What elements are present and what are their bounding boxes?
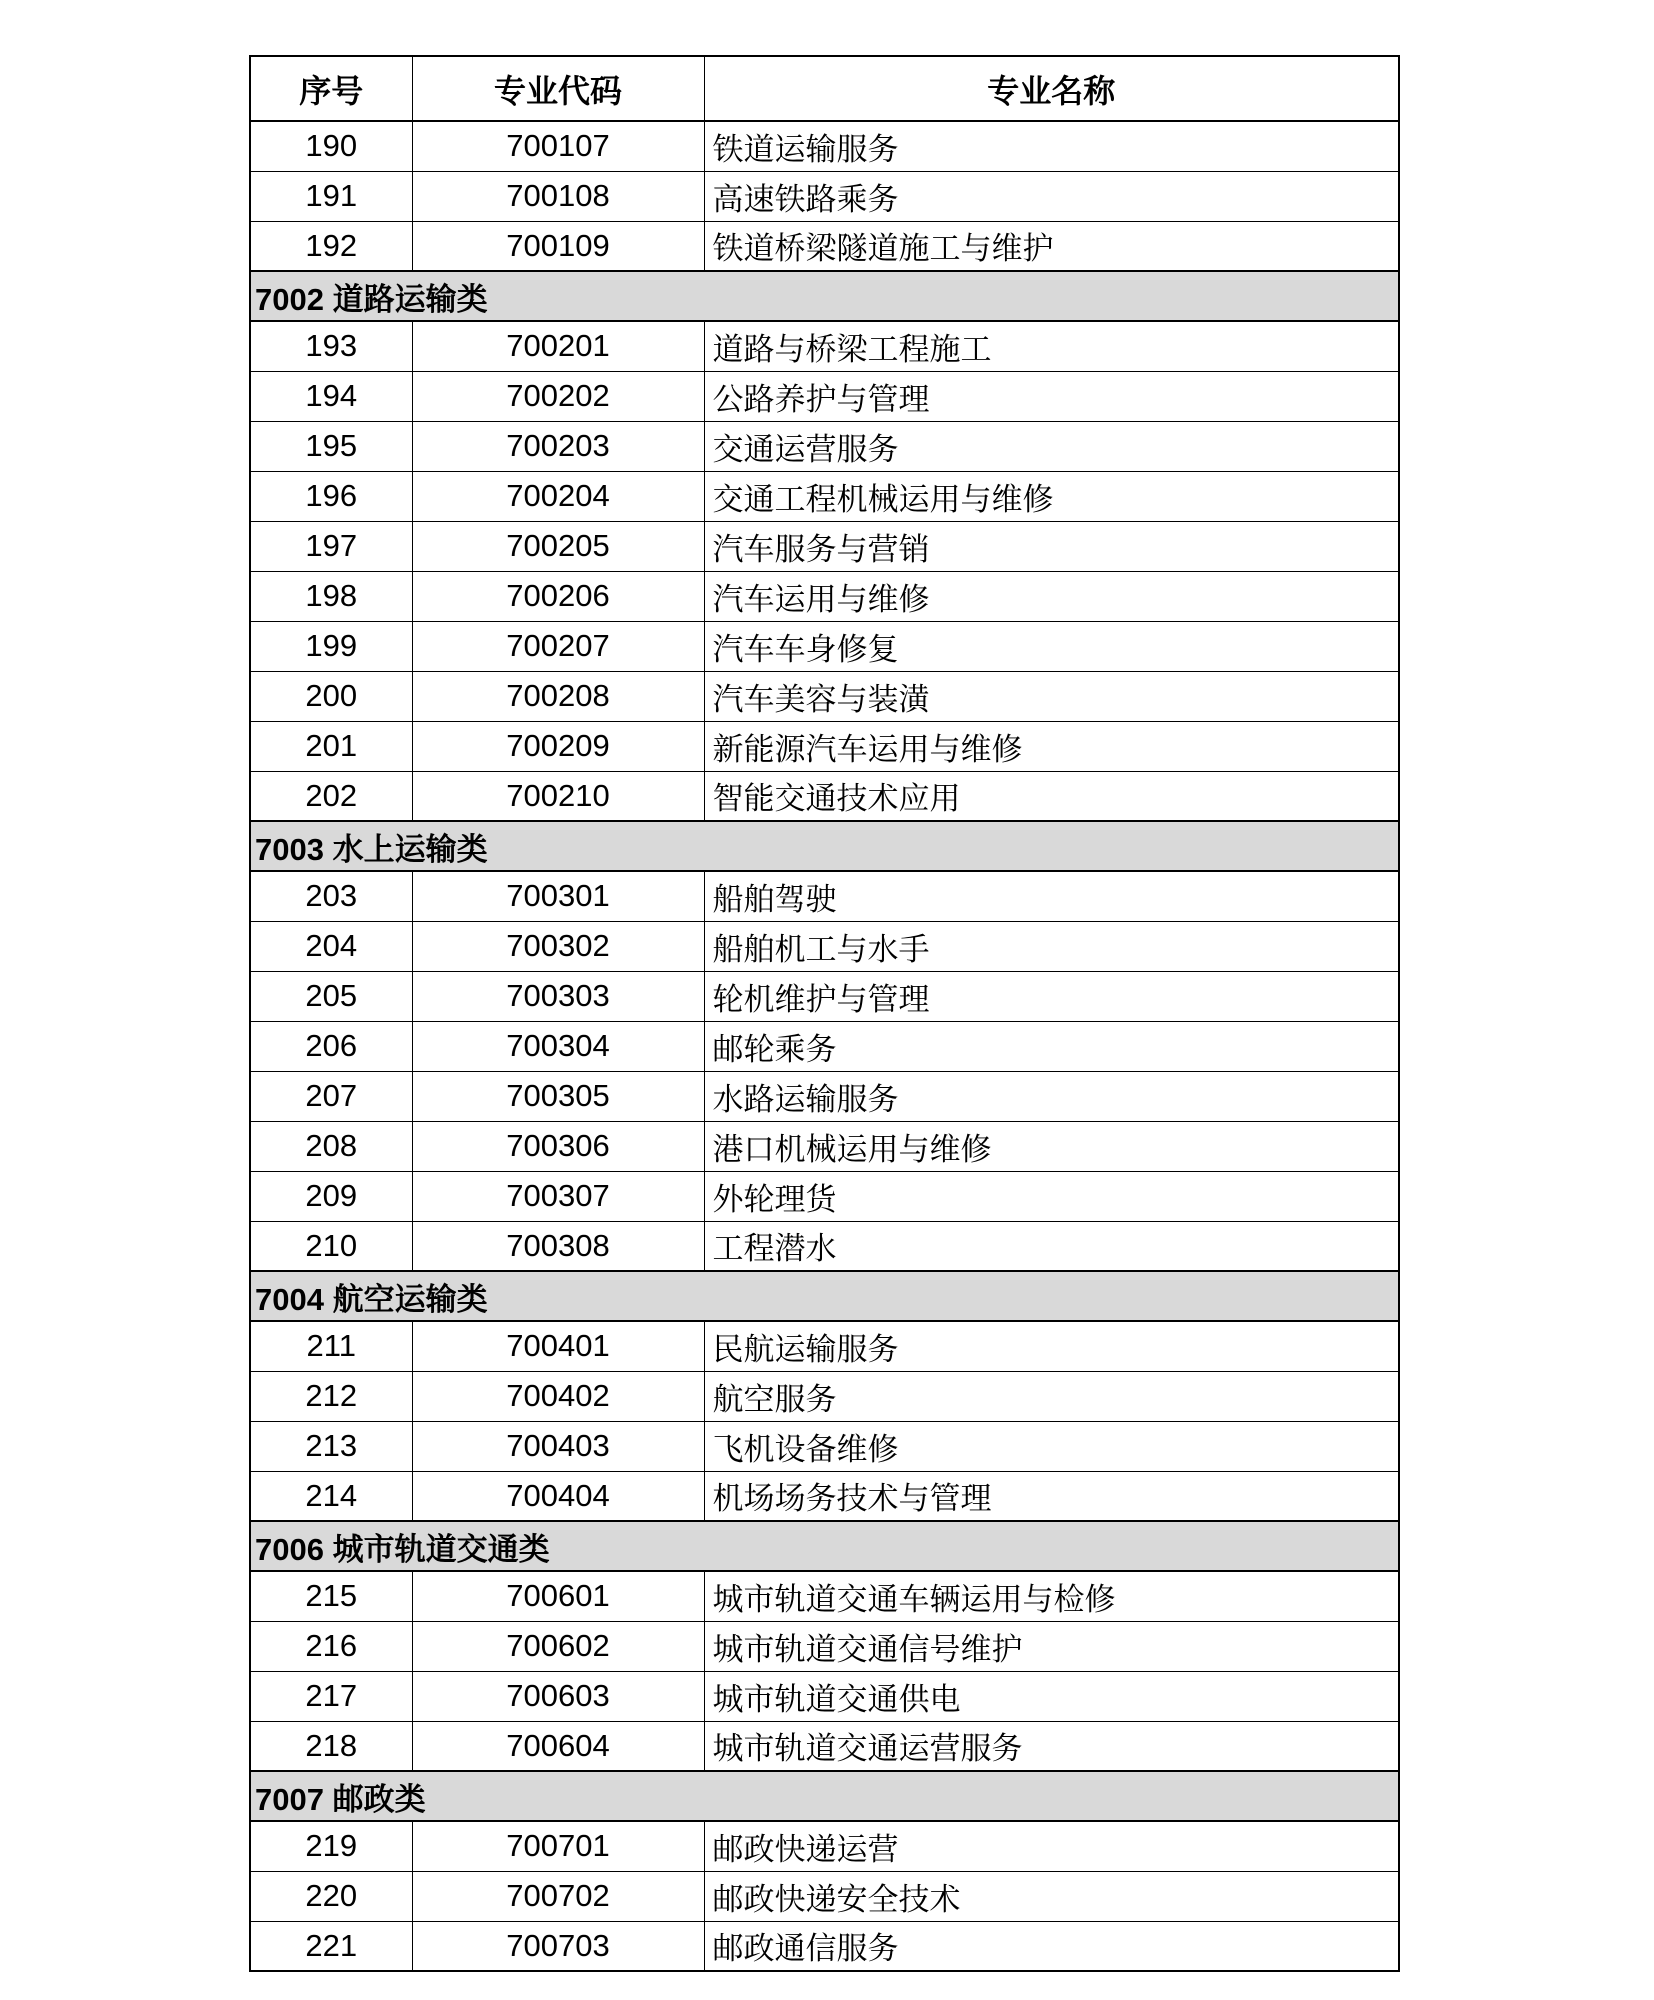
code-cell: 700210 <box>412 771 704 821</box>
name-cell: 工程潜水 <box>704 1221 1399 1271</box>
table-row <box>250 721 1399 771</box>
name-cell: 飞机设备维修 <box>704 1421 1399 1471</box>
name-cell: 智能交通技术应用 <box>704 771 1399 821</box>
code-cell: 700207 <box>412 621 704 671</box>
table-row <box>250 971 1399 1021</box>
serial-cell: 214 <box>250 1471 412 1521</box>
table-row <box>250 1721 1399 1771</box>
code-cell: 700204 <box>412 471 704 521</box>
table-row <box>250 471 1399 521</box>
code-cell: 700303 <box>412 971 704 1021</box>
serial-cell: 199 <box>250 621 412 671</box>
serial-cell: 210 <box>250 1221 412 1271</box>
serial-cell: 219 <box>250 1821 412 1871</box>
majors-table <box>249 55 1400 1972</box>
table-row <box>250 771 1399 821</box>
name-cell: 港口机械运用与维修 <box>704 1121 1399 1171</box>
section-row <box>250 821 1399 871</box>
table-row <box>250 171 1399 221</box>
code-cell: 700202 <box>412 371 704 421</box>
name-cell: 铁道桥梁隧道施工与维护 <box>704 221 1399 271</box>
table-row <box>250 571 1399 621</box>
section-row <box>250 1521 1399 1571</box>
table-header <box>250 56 1399 121</box>
name-cell: 新能源汽车运用与维修 <box>704 721 1399 771</box>
serial-cell: 192 <box>250 221 412 271</box>
table-row <box>250 1371 1399 1421</box>
section-row <box>250 1771 1399 1821</box>
code-cell: 700206 <box>412 571 704 621</box>
serial-cell: 194 <box>250 371 412 421</box>
code-cell: 700203 <box>412 421 704 471</box>
section-label: 7004 航空运输类 <box>250 1271 1399 1321</box>
table-row <box>250 221 1399 271</box>
code-cell: 700701 <box>412 1821 704 1871</box>
name-cell: 铁道运输服务 <box>704 121 1399 171</box>
code-cell: 700603 <box>412 1671 704 1721</box>
code-cell: 700208 <box>412 671 704 721</box>
name-cell: 航空服务 <box>704 1371 1399 1421</box>
section-row <box>250 1271 1399 1321</box>
header-row <box>250 56 1399 121</box>
name-cell: 邮政通信服务 <box>704 1921 1399 1971</box>
column-header-code: 专业代码 <box>412 56 704 121</box>
table-row <box>250 1171 1399 1221</box>
code-cell: 700402 <box>412 1371 704 1421</box>
name-cell: 外轮理货 <box>704 1171 1399 1221</box>
table-row <box>250 1221 1399 1271</box>
table-row <box>250 521 1399 571</box>
table-row <box>250 1121 1399 1171</box>
name-cell: 轮机维护与管理 <box>704 971 1399 1021</box>
name-cell: 水路运输服务 <box>704 1071 1399 1121</box>
code-cell: 700403 <box>412 1421 704 1471</box>
serial-cell: 206 <box>250 1021 412 1071</box>
serial-cell: 193 <box>250 321 412 371</box>
name-cell: 城市轨道交通运营服务 <box>704 1721 1399 1771</box>
serial-cell: 220 <box>250 1871 412 1921</box>
section-label: 7007 邮政类 <box>250 1771 1399 1821</box>
name-cell: 邮轮乘务 <box>704 1021 1399 1071</box>
name-cell: 公路养护与管理 <box>704 371 1399 421</box>
code-cell: 700401 <box>412 1321 704 1371</box>
table-row <box>250 421 1399 471</box>
code-cell: 700201 <box>412 321 704 371</box>
serial-cell: 218 <box>250 1721 412 1771</box>
serial-cell: 195 <box>250 421 412 471</box>
table-row <box>250 1471 1399 1521</box>
table-row <box>250 1071 1399 1121</box>
table-row <box>250 1421 1399 1471</box>
name-cell: 汽车车身修复 <box>704 621 1399 671</box>
name-cell: 城市轨道交通供电 <box>704 1671 1399 1721</box>
table-row <box>250 121 1399 171</box>
name-cell: 城市轨道交通车辆运用与检修 <box>704 1571 1399 1621</box>
name-cell: 机场场务技术与管理 <box>704 1471 1399 1521</box>
section-label: 7006 城市轨道交通类 <box>250 1521 1399 1571</box>
code-cell: 700108 <box>412 171 704 221</box>
serial-cell: 203 <box>250 871 412 921</box>
serial-cell: 211 <box>250 1321 412 1371</box>
serial-cell: 207 <box>250 1071 412 1121</box>
code-cell: 700308 <box>412 1221 704 1271</box>
table-row <box>250 1621 1399 1671</box>
code-cell: 700601 <box>412 1571 704 1621</box>
serial-cell: 205 <box>250 971 412 1021</box>
name-cell: 汽车服务与营销 <box>704 521 1399 571</box>
serial-cell: 190 <box>250 121 412 171</box>
code-cell: 700302 <box>412 921 704 971</box>
name-cell: 城市轨道交通信号维护 <box>704 1621 1399 1671</box>
name-cell: 交通运营服务 <box>704 421 1399 471</box>
table-row <box>250 1321 1399 1371</box>
serial-cell: 213 <box>250 1421 412 1471</box>
code-cell: 700703 <box>412 1921 704 1971</box>
table-body <box>250 121 1399 1971</box>
name-cell: 邮政快递安全技术 <box>704 1871 1399 1921</box>
serial-cell: 216 <box>250 1621 412 1671</box>
table-row <box>250 1671 1399 1721</box>
serial-cell: 209 <box>250 1171 412 1221</box>
serial-cell: 204 <box>250 921 412 971</box>
code-cell: 700305 <box>412 1071 704 1121</box>
serial-cell: 201 <box>250 721 412 771</box>
table-row <box>250 321 1399 371</box>
serial-cell: 198 <box>250 571 412 621</box>
code-cell: 700307 <box>412 1171 704 1221</box>
table-row <box>250 621 1399 671</box>
code-cell: 700604 <box>412 1721 704 1771</box>
code-cell: 700109 <box>412 221 704 271</box>
table-row <box>250 1821 1399 1871</box>
table-row <box>250 1021 1399 1071</box>
table-row <box>250 871 1399 921</box>
serial-cell: 217 <box>250 1671 412 1721</box>
name-cell: 船舶机工与水手 <box>704 921 1399 971</box>
majors-table-container <box>249 55 1400 1972</box>
serial-cell: 202 <box>250 771 412 821</box>
name-cell: 高速铁路乘务 <box>704 171 1399 221</box>
name-cell: 船舶驾驶 <box>704 871 1399 921</box>
code-cell: 700107 <box>412 121 704 171</box>
section-label: 7002 道路运输类 <box>250 271 1399 321</box>
serial-cell: 197 <box>250 521 412 571</box>
table-row <box>250 1871 1399 1921</box>
name-cell: 民航运输服务 <box>704 1321 1399 1371</box>
table-row <box>250 671 1399 721</box>
code-cell: 700702 <box>412 1871 704 1921</box>
code-cell: 700304 <box>412 1021 704 1071</box>
name-cell: 汽车美容与装潢 <box>704 671 1399 721</box>
name-cell: 交通工程机械运用与维修 <box>704 471 1399 521</box>
serial-cell: 200 <box>250 671 412 721</box>
serial-cell: 212 <box>250 1371 412 1421</box>
table-row <box>250 921 1399 971</box>
section-label: 7003 水上运输类 <box>250 821 1399 871</box>
table-row <box>250 1921 1399 1971</box>
table-row <box>250 1571 1399 1621</box>
code-cell: 700301 <box>412 871 704 921</box>
code-cell: 700602 <box>412 1621 704 1671</box>
serial-cell: 191 <box>250 171 412 221</box>
serial-cell: 221 <box>250 1921 412 1971</box>
code-cell: 700205 <box>412 521 704 571</box>
name-cell: 汽车运用与维修 <box>704 571 1399 621</box>
serial-cell: 215 <box>250 1571 412 1621</box>
column-header-serial: 序号 <box>250 56 412 121</box>
section-row <box>250 271 1399 321</box>
serial-cell: 196 <box>250 471 412 521</box>
table-row <box>250 371 1399 421</box>
code-cell: 700209 <box>412 721 704 771</box>
code-cell: 700306 <box>412 1121 704 1171</box>
code-cell: 700404 <box>412 1471 704 1521</box>
name-cell: 邮政快递运营 <box>704 1821 1399 1871</box>
name-cell: 道路与桥梁工程施工 <box>704 321 1399 371</box>
serial-cell: 208 <box>250 1121 412 1171</box>
column-header-name: 专业名称 <box>704 56 1399 121</box>
